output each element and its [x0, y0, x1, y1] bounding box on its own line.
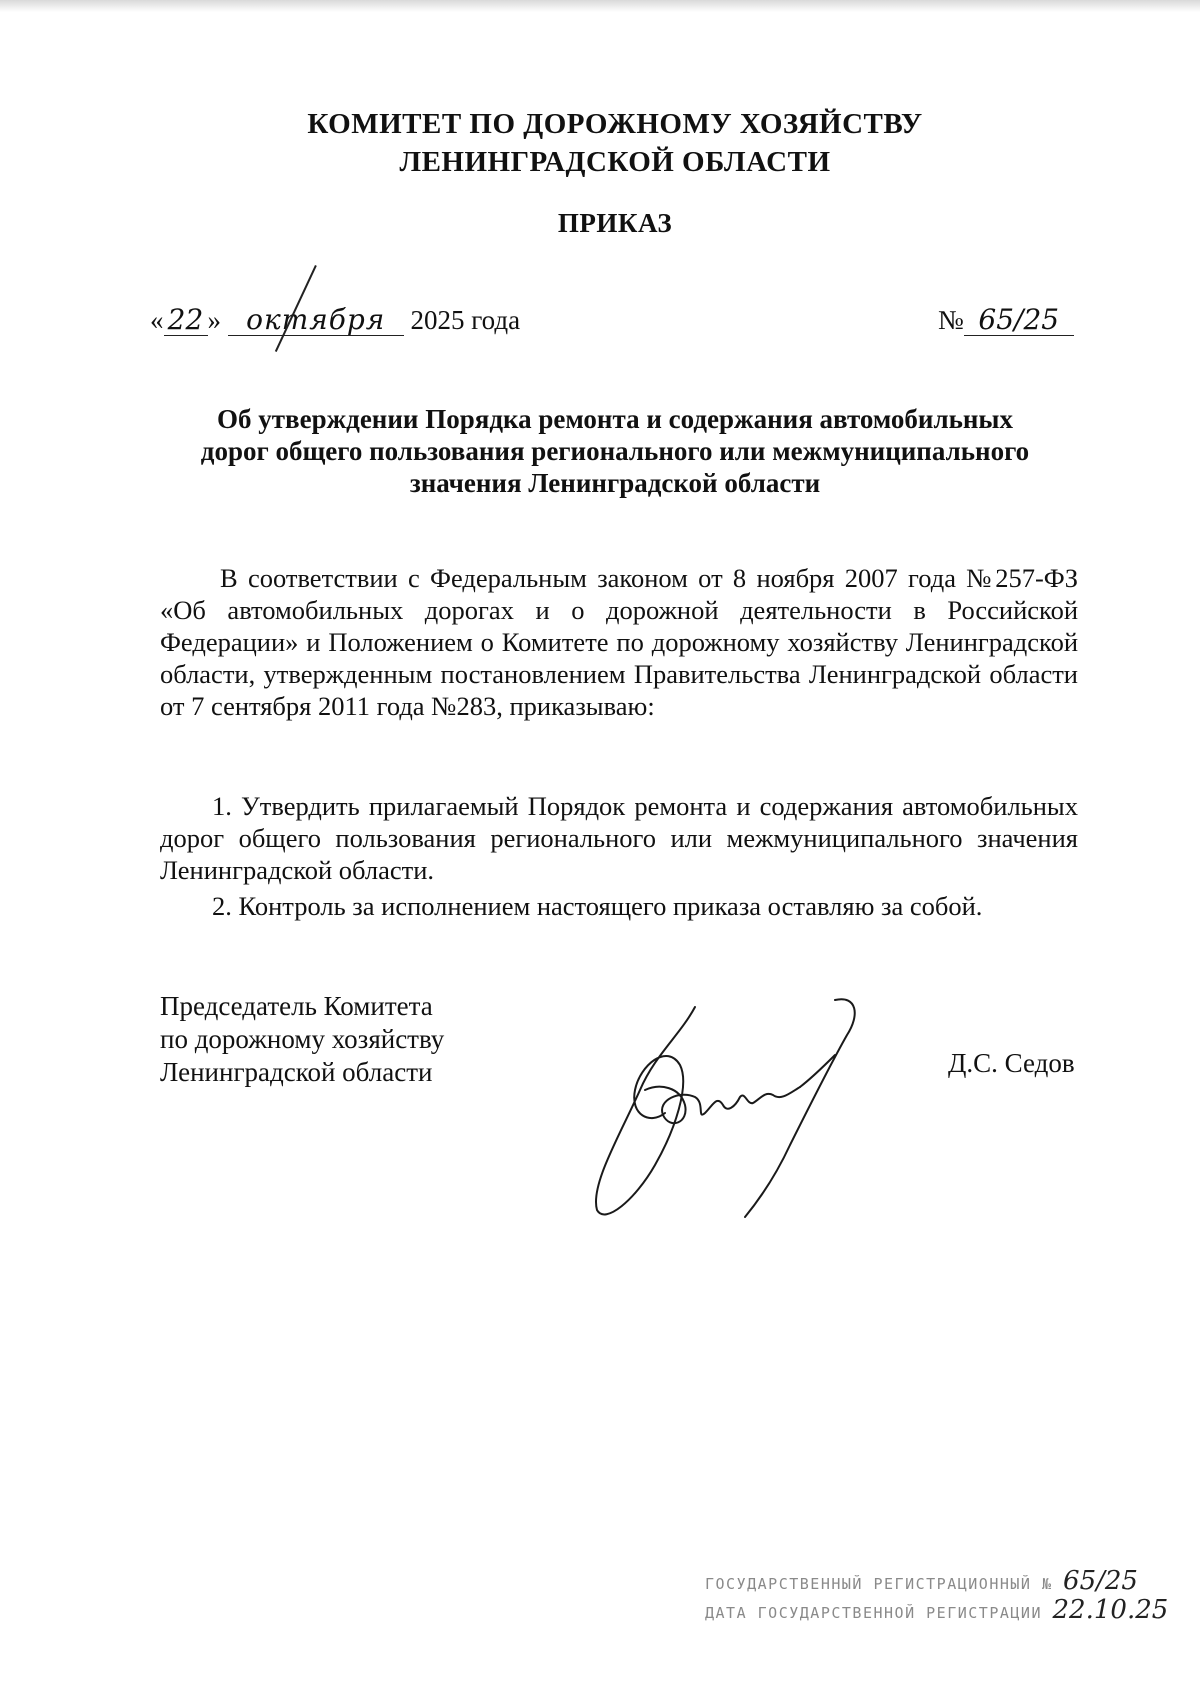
registration-stamp	[705, 1568, 1175, 1626]
number-value: 65/25	[964, 305, 1074, 336]
preamble-paragraph: В соответствии с Федеральным законом от 8 ноября 2007 года №257-ФЗ «Об автомобильных дорогах и о дорожной деятельности в Российской Федерации» и Положением о Комитете по дорожному хозяйству Ленинградской области, утвержденным постановлением Правительства Ленинградской области от 7 сентября 2011 года №283, приказываю:	[160, 563, 1078, 721]
signer-name: Д.С. Седов	[948, 1048, 1075, 1078]
scan-edge	[0, 0, 1200, 12]
date-year: 2025 года	[410, 305, 521, 335]
stamp-line-2	[705, 1597, 1175, 1626]
title-line-3: значения Ленинградской области	[409, 468, 821, 498]
stamp-date-label: ДАТА ГОСУДАРСТВЕННОЙ РЕГИСТРАЦИИ	[705, 1604, 1042, 1622]
stamp-date-value: 22.10.25	[1052, 1595, 1169, 1625]
order-number	[938, 305, 1074, 336]
title-line-1: Об утверждении Порядка ремонта и содержания автомобильных	[216, 404, 1014, 434]
number-label: №	[938, 305, 964, 335]
title-line-2: дорог общего пользования регионального или межмуниципального	[200, 436, 1030, 466]
order-date	[150, 305, 520, 336]
order-item-2: 2. Контроль за исполнением настоящего приказа оставляю за собой.	[212, 891, 983, 921]
position-line-3: Ленинградской области	[160, 1057, 433, 1087]
org-line-2: ЛЕНИНГРАДСКОЙ ОБЛАСТИ	[399, 146, 831, 178]
organization-header	[0, 105, 1200, 181]
stamp-line-1	[705, 1568, 1175, 1597]
date-close-quote: »	[207, 305, 221, 335]
signer-position	[160, 990, 444, 1089]
document-type: ПРИКАЗ	[557, 208, 673, 238]
date-month: октября	[228, 305, 404, 336]
date-day: 22	[164, 305, 208, 336]
document-title	[0, 403, 1200, 499]
position-line-2: по дорожному хозяйству	[160, 1024, 445, 1054]
stamp-number-label: ГОСУДАРСТВЕННЫЙ РЕГИСТРАЦИОННЫЙ №	[705, 1575, 1053, 1593]
date-open-quote: «	[150, 305, 164, 335]
handwritten-signature	[585, 995, 905, 1225]
stamp-number-value: 65/25	[1063, 1566, 1138, 1596]
org-line-1: КОМИТЕТ ПО ДОРОЖНОМУ ХОЗЯЙСТВУ	[307, 108, 923, 140]
position-line-1: Председатель Комитета	[160, 991, 433, 1021]
order-item-1: 1. Утвердить прилагаемый Порядок ремонта и содержания автомобильных дорог общего пользования регионального или межмуниципального значения Ленинградской области.	[160, 791, 1078, 885]
